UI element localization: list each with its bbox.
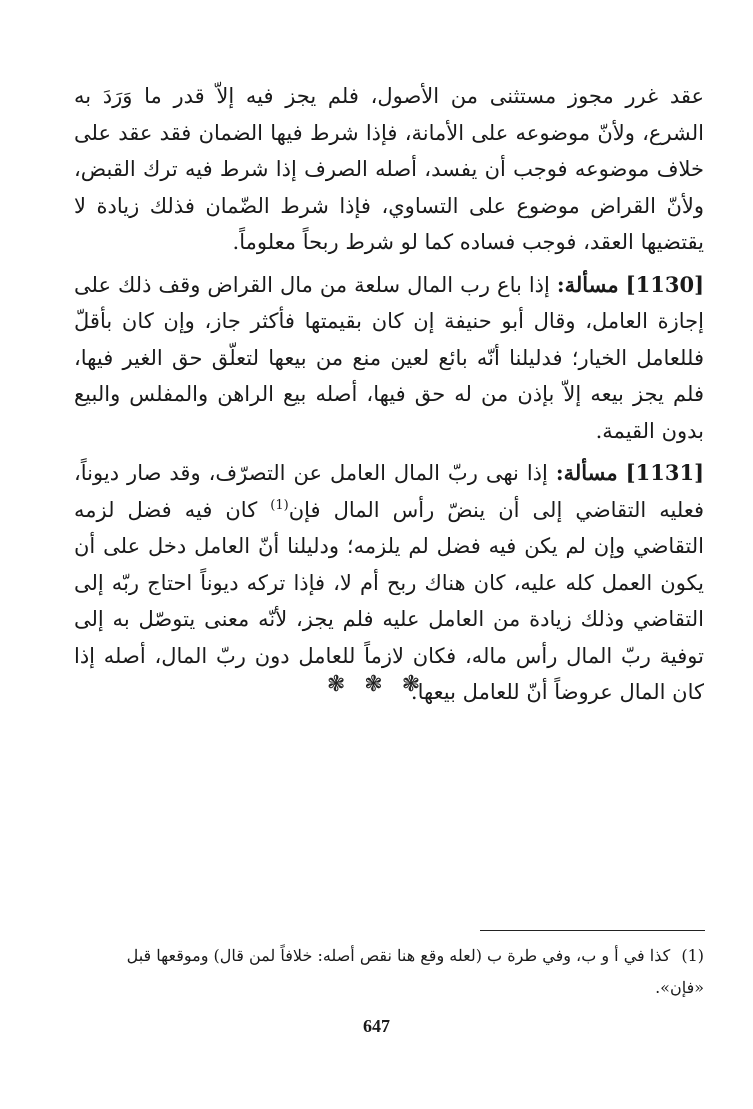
footnote-reference: (1) [270,497,289,513]
paragraph-continuation: عقد غرر مجوز مستثنى من الأصول، فلم يجز فيه إلاّ قدر ما وَرَدَ به الشرع، ولأنّ موضوعه على الأمانة، فإذا شرط فيها الضمان فقد عقد على خلاف موضوعه فوجب أن يفسد، أصله الصرف إذا شرط فيه ترك القبض، ولأنّ القراض موضوع على التساوي، فإذا شرط الضّمان فذلك زيادة لا يقتضيها العقد، فوجب فساده كما لو شرط ربحاً معلوماً. [74,84,704,254]
footnote [74,940,704,1004]
section-divider-ornament: ❃ ❃ ❃ [326,672,427,697]
page-number: 647 [363,1016,390,1036]
issue-number: [1131] [625,460,704,485]
issue-number: [1130] [625,271,704,297]
footnote-separator [480,930,705,931]
issue-label: مسألة: [555,460,618,485]
issue-text-before-footnote: إذا نهى ربّ المال العامل عن التصرّف، وقد صار ديوناً، فعليه التقاضي إلى أن ينضّ رأس المال فإن [74,461,704,522]
footnote-text: كذا في أ و ب، وفي طرة ب (لعله وقع هنا نقص أصله: خلافاً لمن قال) وموقعها قبل «فإن». [126,946,704,997]
main-text [74,78,704,711]
footnote-number: (1) [681,946,704,965]
issue-label: مسألة: [556,271,619,297]
issue-text-after-footnote: كان فيه فضل لزمه التقاضي وإن لم يكن فيه فضل لم يلزمه؛ ودليلنا أنّ العامل دخل على أن يكون العمل كله عليه، كان هناك ربح أم لا، فإذا تركه ديوناً احتاج ربّه إلى التقاضي وذلك زيادة من العامل عليه فلم يجز، لأنّه معنى يتوصّل به إلى توفية ربّ المال رأس ماله، فكان لازماً للعامل دون ربّ المال، أصله إذا كان المال عروضاً أنّ للعامل بيعها. [74,497,704,704]
paragraph-issue-1130 [74,267,704,450]
issue-text: إذا باع رب المال سلعة من مال القراض وقف ذلك على إجازة العامل، وقال أبو حنيفة إن كان بقيمتها فأكثر جاز، وإن كان بأقلّ فللعامل الخيار؛ فدليلنا أنّه بائع لعين منع من بيعها لتعلّق حق الغير فيها، فلم يجز بيعه إلاّ بإذن من له حق فيها، أصله بيع الراهن والمفلس والبيع بدون القيمة. [74,272,704,443]
